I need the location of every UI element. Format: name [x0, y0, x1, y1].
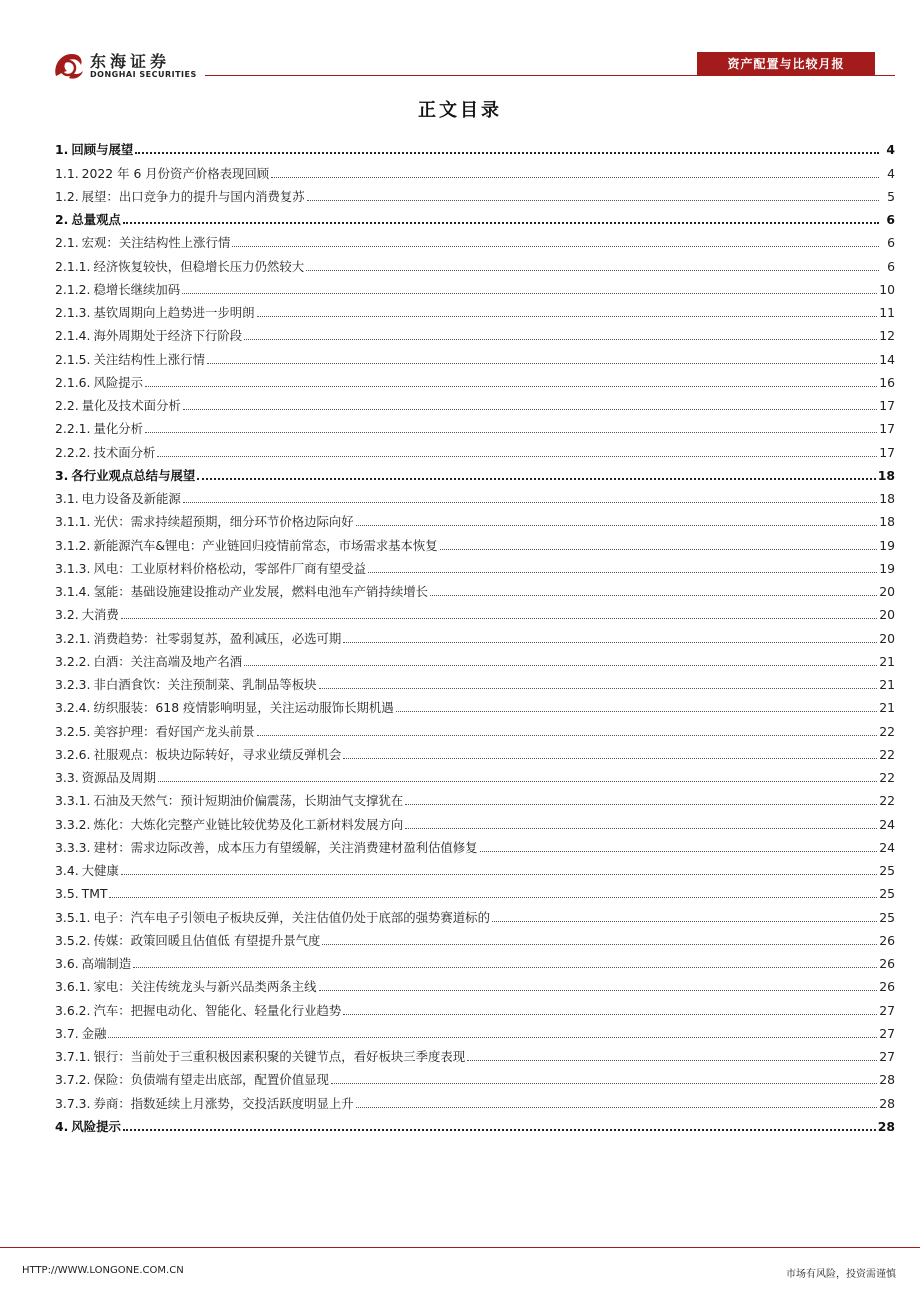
toc-dot-leader: [108, 1037, 877, 1038]
toc-entry-number: 3.5.1.: [55, 909, 91, 925]
toc-entry-title: 白酒：关注高端及地产名酒: [93, 653, 243, 669]
toc-entry[interactable]: [55, 880, 895, 903]
toc-entry-number: 3.2.6.: [55, 746, 91, 762]
toc-entry-number: 3.6.2.: [55, 1002, 91, 1018]
toc-entry-title: 经济恢复较快，但稳增长压力仍然较大: [93, 258, 305, 274]
toc-dot-leader: [257, 316, 878, 317]
toc-entry-title: TMT: [81, 886, 108, 902]
toc-dot-leader: [343, 1014, 877, 1015]
toc-entry-page: 6: [886, 212, 895, 227]
toc-entry-number: 3.2.1.: [55, 630, 91, 646]
toc-dot-leader: [331, 1083, 877, 1084]
toc-entry-page: 6: [887, 258, 895, 274]
toc-entry[interactable]: [55, 555, 895, 578]
toc-dot-leader: [135, 152, 879, 154]
toc-entry-title: 美容护理：看好国产龙头前景: [93, 723, 255, 739]
toc-entry-page: 10: [879, 281, 895, 297]
toc-entry[interactable]: [55, 1089, 895, 1112]
toc-entry-page: 19: [879, 560, 895, 576]
toc-entry[interactable]: [55, 648, 895, 671]
toc-entry-page: 20: [879, 630, 895, 646]
toc-entry[interactable]: [55, 717, 895, 740]
toc-entry[interactable]: [55, 462, 895, 485]
toc-dot-leader: [356, 1107, 878, 1108]
toc-entry[interactable]: [55, 810, 895, 833]
toc-entry-page: 22: [879, 770, 895, 785]
toc-entry-title: 汽车：把握电动化、智能化、轻量化行业趋势: [93, 1002, 342, 1018]
toc-dot-leader: [244, 665, 877, 666]
toc-entry-title: 风电：工业原材料价格松动，零部件厂商有望受益: [93, 560, 367, 576]
toc-entry[interactable]: [55, 322, 895, 345]
toc-entry-title: 回顾与展望: [71, 142, 134, 158]
toc-dot-leader: [197, 478, 876, 480]
toc-entry-title: 稳增长继续加码: [93, 281, 181, 297]
toc-entry-number: 3.6.: [55, 956, 79, 971]
toc-entry-number: 3.3.3.: [55, 839, 91, 855]
toc-entry-page: 26: [879, 956, 895, 971]
toc-entry-title: 展望：出口竞争力的提升与国内消费复苏: [81, 188, 305, 204]
toc-entry-title: 非白酒食饮：关注预制菜、乳制品等板块: [93, 677, 317, 692]
toc-entry-title: 传媒：政策回暖且估值低 有望提升景气度: [93, 932, 321, 948]
toc-entry-title: 电子：汽车电子引领电子板块反弹，关注估值仍处于底部的强势赛道标的: [93, 909, 490, 925]
toc-entry-page: 18: [879, 514, 895, 530]
toc-entry[interactable]: [55, 927, 895, 950]
toc-entry-page: 25: [879, 863, 895, 878]
toc-entry-number: 4.: [55, 1118, 69, 1134]
toc-entry-title: 风险提示: [93, 374, 144, 390]
toc-entry-number: 2.2.: [55, 398, 79, 413]
toc-entry-page: 27: [879, 1002, 895, 1018]
toc-entry-title: 银行：当前处于三重积极因素积聚的关键节点，看好板块三季度表现: [93, 1049, 466, 1064]
toc-dot-leader: [182, 293, 877, 294]
toc-dot-leader: [133, 967, 877, 968]
toc-dot-leader: [157, 456, 877, 457]
toc-entry-number: 3.1.3.: [55, 560, 91, 576]
toc-entry-page: 16: [879, 374, 895, 390]
toc-entry-number: 3.: [55, 467, 69, 483]
toc-entry-number: 2.1.: [55, 235, 79, 251]
toc-dot-leader: [405, 804, 877, 805]
dragon-logo-icon: [50, 48, 86, 84]
toc-entry-page: 22: [879, 746, 895, 762]
toc-entry[interactable]: [55, 996, 895, 1019]
toc-entry-title: 大健康: [81, 863, 119, 878]
toc-dot-leader: [322, 944, 877, 945]
toc-entry-title: 石油及天然气：预计短期油价偏震荡，长期油气支撑犹在: [93, 793, 404, 809]
toc-entry-page: 5: [887, 188, 895, 204]
toc-entry-number: 2.1.5.: [55, 351, 91, 367]
toc-entry-page: 27: [879, 1049, 895, 1064]
toc-entry-title: 基钦周期向上趋势进一步明朗: [93, 305, 255, 320]
toc-entry[interactable]: [55, 787, 895, 810]
toc-entry[interactable]: [55, 159, 895, 182]
toc-entry-number: 3.3.: [55, 770, 79, 785]
toc-entry-title: 量化及技术面分析: [81, 398, 181, 413]
toc-entry-number: 3.2.2.: [55, 653, 91, 669]
toc-entry-number: 3.2.4.: [55, 700, 91, 716]
toc-entry-number: 2.: [55, 212, 69, 227]
toc-entry-number: 3.2.: [55, 607, 79, 623]
toc-entry[interactable]: [55, 345, 895, 368]
toc-dot-leader: [271, 177, 879, 178]
toc-entry-page: 19: [879, 537, 895, 553]
toc-entry-title: 光伏：需求持续超预期，细分环节价格边际向好: [93, 514, 354, 530]
toc-entry[interactable]: [55, 531, 895, 554]
toc-entry-number: 3.7.: [55, 1025, 79, 1041]
toc-entry-page: 11: [879, 305, 895, 320]
toc-entry[interactable]: [55, 741, 895, 764]
toc-entry[interactable]: [55, 229, 895, 252]
toc-entry[interactable]: [55, 671, 895, 694]
toc-dot-leader: [492, 921, 877, 922]
toc-entry-title: 建材：需求边际改善，成本压力有望缓解，关注消费建材盈利估值修复: [93, 839, 478, 855]
toc-entry-number: 2.1.4.: [55, 328, 91, 344]
toc-entry-title: 炼化：大炼化完整产业链比较优势及化工新材料发展方向: [93, 816, 404, 832]
toc-entry-title: 各行业观点总结与展望: [71, 467, 196, 483]
company-logo: [50, 48, 210, 84]
toc-dot-leader: [306, 270, 879, 271]
page-title: 正文目录: [418, 100, 502, 121]
toc-entry[interactable]: [55, 624, 895, 647]
toc-entry-title: 2022 年 6 月份资产价格表现回顾: [81, 165, 270, 181]
toc-dot-leader: [121, 874, 877, 875]
toc-entry-number: 3.2.5.: [55, 723, 91, 739]
toc-entry-title: 氢能：基础设施建设推动产业发展，燃料电池车产销持续增长: [93, 584, 429, 599]
toc-entry-number: 3.1.: [55, 491, 79, 506]
toc-entry-number: 3.2.3.: [55, 677, 91, 692]
table-of-contents: [55, 136, 895, 1136]
toc-entry[interactable]: [55, 438, 895, 461]
toc-entry-title: 风险提示: [71, 1118, 121, 1134]
toc-dot-leader: [145, 386, 877, 387]
toc-entry-page: 17: [879, 421, 895, 437]
toc-dot-leader: [480, 851, 878, 852]
toc-entry-page: 17: [879, 444, 895, 460]
toc-entry-number: 2.2.2.: [55, 444, 91, 460]
toc-dot-leader: [244, 339, 877, 340]
toc-dot-leader: [343, 758, 877, 759]
toc-entry-number: 2.2.1.: [55, 421, 91, 437]
toc-entry-page: 28: [877, 1118, 895, 1134]
page-header: [0, 0, 920, 90]
toc-entry-page: 12: [879, 328, 895, 344]
toc-dot-leader: [121, 618, 877, 619]
toc-entry-number: 3.5.: [55, 886, 79, 902]
toc-dot-leader: [368, 572, 877, 573]
toc-entry-number: 3.1.1.: [55, 514, 91, 530]
toc-dot-leader: [158, 781, 877, 782]
toc-dot-leader: [257, 735, 878, 736]
logo-english-name: DONGHAI SECURITIES: [90, 70, 197, 79]
toc-entry[interactable]: [55, 1043, 895, 1066]
toc-entry[interactable]: [55, 578, 895, 601]
toc-dot-leader: [405, 828, 877, 829]
toc-entry-page: 21: [879, 653, 895, 669]
toc-entry-page: 27: [879, 1025, 895, 1041]
toc-entry[interactable]: [55, 903, 895, 926]
toc-entry-title: 纺织服装：618 疫情影响明显，关注运动服饰长期机遇: [93, 700, 394, 716]
toc-entry-page: 4: [887, 165, 895, 181]
toc-entry-title: 金融: [81, 1025, 107, 1041]
toc-entry[interactable]: [55, 834, 895, 857]
toc-entry-page: 28: [879, 1095, 895, 1111]
toc-entry-page: 22: [879, 723, 895, 739]
toc-entry-title: 券商：指数延续上月涨势，交投活跃度明显上升: [93, 1095, 354, 1111]
toc-dot-leader: [145, 432, 877, 433]
toc-entry-title: 量化分析: [93, 421, 144, 437]
footer-divider: [0, 1247, 920, 1248]
toc-entry-number: 3.5.2.: [55, 932, 91, 948]
toc-dot-leader: [430, 595, 877, 596]
toc-entry-number: 1.2.: [55, 188, 79, 204]
toc-entry-page: 24: [879, 816, 895, 832]
toc-entry-page: 20: [879, 584, 895, 599]
toc-entry-page: 6: [887, 235, 895, 251]
toc-entry[interactable]: [55, 1066, 895, 1089]
toc-entry-page: 14: [879, 351, 895, 367]
toc-entry-title: 宏观：关注结构性上涨行情: [81, 235, 231, 251]
toc-dot-leader: [232, 246, 879, 247]
toc-entry-number: 3.7.1.: [55, 1049, 91, 1064]
toc-dot-leader: [440, 549, 878, 550]
toc-dot-leader: [207, 363, 877, 364]
toc-entry-number: 1.1.: [55, 165, 79, 181]
toc-entry[interactable]: [55, 206, 895, 229]
toc-entry-title: 资源品及周期: [81, 770, 156, 785]
toc-dot-leader: [183, 502, 877, 503]
toc-entry[interactable]: [55, 276, 895, 299]
toc-entry-title: 海外周期处于经济下行阶段: [93, 328, 243, 344]
toc-entry[interactable]: [55, 950, 895, 973]
toc-entry[interactable]: [55, 973, 895, 996]
toc-entry-title: 关注结构性上涨行情: [93, 351, 205, 367]
toc-entry-page: 17: [879, 398, 895, 413]
toc-entry-number: 2.1.2.: [55, 281, 91, 297]
toc-dot-leader: [183, 409, 877, 410]
toc-entry[interactable]: [55, 252, 895, 275]
toc-dot-leader: [319, 990, 878, 991]
toc-dot-leader: [109, 897, 877, 898]
toc-entry[interactable]: [55, 694, 895, 717]
toc-entry-number: 3.3.1.: [55, 793, 91, 809]
toc-entry-title: 高端制造: [81, 956, 132, 971]
toc-entry[interactable]: [55, 1113, 895, 1136]
toc-entry[interactable]: [55, 508, 895, 531]
toc-entry[interactable]: [55, 369, 895, 392]
toc-entry[interactable]: [55, 485, 895, 508]
toc-entry-title: 新能源汽车&锂电：产业链回归疫情前常态，市场需求基本恢复: [93, 537, 438, 553]
toc-entry-title: 保险：负债端有望走出底部，配置价值显现: [93, 1072, 329, 1088]
toc-entry-page: 20: [879, 607, 895, 623]
footer-risk-notice: 市场有风险，投资需谨慎: [786, 1269, 896, 1280]
toc-entry[interactable]: [55, 857, 895, 880]
toc-entry-title: 消费趋势：社零弱复苏，盈利减压，必选可期: [93, 630, 342, 646]
toc-dot-leader: [343, 642, 877, 643]
toc-entry-title: 社服观点：板块边际转好，寻求业绩反弹机会: [93, 746, 342, 762]
toc-dot-leader: [307, 200, 879, 201]
toc-entry-page: 4: [886, 142, 895, 158]
toc-entry-page: 22: [879, 793, 895, 809]
toc-entry-title: 家电：关注传统龙头与新兴品类两条主线: [93, 979, 317, 995]
toc-entry[interactable]: [55, 764, 895, 787]
toc-entry-page: 25: [879, 886, 895, 902]
toc-entry-number: 2.1.6.: [55, 374, 91, 390]
toc-entry-number: 2.1.1.: [55, 258, 91, 274]
toc-entry[interactable]: [55, 392, 895, 415]
toc-entry-number: 1.: [55, 142, 69, 158]
toc-dot-leader: [356, 525, 878, 526]
toc-entry-page: 25: [879, 909, 895, 925]
toc-entry-number: 3.1.4.: [55, 584, 91, 599]
toc-dot-leader: [319, 688, 878, 689]
toc-entry-title: 大消费: [81, 607, 119, 623]
toc-entry-page: 28: [879, 1072, 895, 1088]
toc-entry[interactable]: [55, 1020, 895, 1043]
toc-entry-title: 总量观点: [71, 212, 121, 227]
toc-dot-leader: [467, 1060, 877, 1061]
toc-entry[interactable]: [55, 183, 895, 206]
toc-entry-number: 3.7.2.: [55, 1072, 91, 1088]
toc-entry-page: 21: [879, 700, 895, 716]
toc-dot-leader: [123, 222, 879, 224]
toc-dot-leader: [123, 1129, 876, 1131]
toc-entry-number: 3.3.2.: [55, 816, 91, 832]
toc-entry-title: 技术面分析: [93, 444, 156, 460]
toc-entry[interactable]: [55, 136, 895, 159]
footer-url-link[interactable]: HTTP://WWW.LONGONE.COM.CN: [22, 1265, 184, 1276]
toc-entry-page: 26: [879, 979, 895, 995]
toc-entry-number: 3.1.2.: [55, 537, 91, 553]
toc-entry-page: 26: [879, 932, 895, 948]
toc-entry-page: 18: [877, 467, 895, 483]
toc-entry[interactable]: [55, 415, 895, 438]
toc-entry-number: 3.6.1.: [55, 979, 91, 995]
toc-entry-number: 3.7.3.: [55, 1095, 91, 1111]
toc-entry-number: 3.4.: [55, 863, 79, 878]
logo-chinese-name: 东海证券: [90, 52, 171, 71]
toc-entry-page: 24: [879, 839, 895, 855]
toc-entry-title: 电力设备及新能源: [81, 491, 181, 506]
toc-dot-leader: [396, 711, 878, 712]
toc-entry-page: 18: [879, 491, 895, 506]
toc-entry[interactable]: [55, 601, 895, 624]
toc-entry[interactable]: [55, 299, 895, 322]
report-type-badge: 资产配置与比较月报: [697, 52, 875, 76]
toc-entry-page: 21: [879, 677, 895, 692]
toc-entry-number: 2.1.3.: [55, 305, 91, 320]
